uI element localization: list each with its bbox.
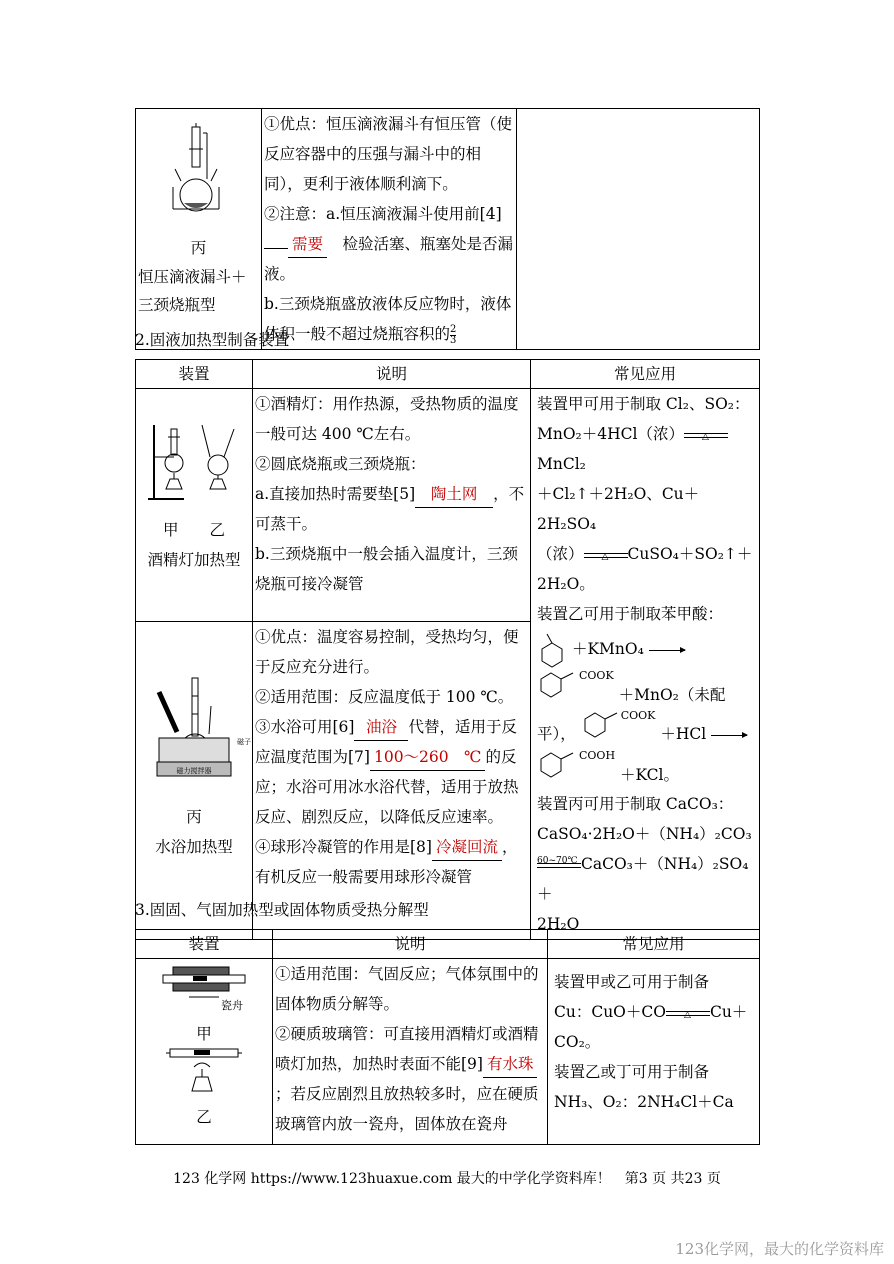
- tube-furnace-figure: [159, 963, 249, 1013]
- magnet-label: 磁子: [237, 738, 251, 747]
- apparatus-type: 酒精灯加热型: [147, 551, 241, 569]
- apparatus-cell-lamp: [136, 389, 253, 622]
- equation-line: （浓） △ CuSO₄＋SO₂↑＋: [537, 545, 753, 563]
- benzene-ring-icon: [537, 633, 567, 667]
- lamp-text: ①酒精灯：用作热源，受热物质的温度一般可达 400 ℃左右。: [255, 395, 519, 443]
- equation-line: Cu：CuO＋CO △ Cu＋: [554, 1003, 748, 1021]
- range-text: ①适用范围：气固反应；气体氛围中的固体物质分解等。: [275, 965, 539, 1013]
- flask-note-b: b.三颈烧瓶中一般会插入温度计，三颈烧瓶可接冷凝管: [255, 545, 518, 593]
- header-apparatus: 装置: [136, 360, 253, 389]
- equation-line: 2H₂O。: [537, 575, 595, 593]
- header-description: 说明: [273, 930, 548, 959]
- answer-blank-5: 陶土网: [415, 481, 493, 508]
- answer-blank-6: 油浴: [354, 714, 408, 741]
- header-application: 常见应用: [531, 360, 760, 389]
- table-2: [135, 359, 760, 940]
- header-description: 说明: [253, 360, 531, 389]
- advantage-text: ①优点：恒压滴液漏斗有恒压管（使反应容器中的压强与漏斗中的相同），更利于液体顺利滴下。: [264, 115, 513, 193]
- description-cell-lamp: [253, 389, 531, 622]
- table-1: [135, 108, 760, 350]
- application-cell: [548, 959, 760, 1145]
- glass-tube-lamp-figure: [164, 1045, 244, 1095]
- answer-blank-4: 需要: [288, 231, 327, 258]
- alcohol-lamp-heating-figure: [144, 415, 244, 505]
- application-cell: [531, 389, 760, 940]
- flask-text: ②圆底烧瓶或三颈烧瓶：: [255, 455, 426, 473]
- page-footer: 123 化学网 https://www.123huaxue.com 最大的中学化学资料库！ 第3 页 共23 页: [173, 1171, 721, 1187]
- answer-blank-7: 100～260 ℃: [370, 744, 486, 771]
- toluene-line: ＋KMnO₄: [537, 629, 757, 669]
- oil-bath-text: ③水浴可用[6] 油浴 代替，适用于反应温度范围为[7] 100～260 ℃ 的反应；水浴可用冰水浴代替，适用于放热反应、剧烈反应，以降低反应速率。: [255, 712, 528, 832]
- equation-line: CO₂。: [554, 1033, 601, 1051]
- apparatus-type: 恒压滴液漏斗＋三颈烧瓶型: [138, 268, 247, 314]
- app-line: 装置甲或乙可用于制备: [554, 973, 710, 991]
- glass-tube-text: ②硬质玻璃管：可直接用酒精灯或酒精喷灯加热，加热时表面不能[9] 有水珠；若反应剧烈且放热较多时，应在硬质玻璃管内放一瓷舟，固体放在瓷舟: [275, 1025, 539, 1133]
- application-cell: [517, 109, 760, 350]
- answer-blank-9: 有水珠: [483, 1051, 538, 1078]
- benzoic-acid-line: $^{COOH}$ ＋KCl。: [537, 749, 757, 789]
- pressure-funnel-flask-figure: [159, 123, 239, 223]
- table-3: [135, 929, 760, 1145]
- header-apparatus: 装置: [136, 930, 273, 959]
- section-3-title: 3.固固、气固加热型或固体物质受热分解型: [135, 901, 429, 919]
- equation-line: 2H₂O: [537, 915, 580, 933]
- header-application: 常见应用: [548, 930, 760, 959]
- section-2-title: 2.固液加热型制备装置: [135, 331, 290, 349]
- benzoate-hcl-line: 平）， $^{COOK}$ ＋HCl: [537, 709, 757, 749]
- water-bath-heating-figure: [139, 672, 249, 792]
- app-line: 装置甲可用于制取 Cl₂、SO₂：: [537, 395, 750, 413]
- note-b-text: b.三颈烧瓶盛放液体反应物时，液体体积一般不超过烧瓶容积的 $\frac{2}{3}$: [264, 295, 512, 346]
- equation-line: NH₃、O₂：2NH₄Cl＋Ca: [554, 1093, 734, 1111]
- stirrer-label: 磁力搅拌器: [176, 767, 212, 776]
- figure-label: 乙: [196, 1108, 212, 1126]
- answer-blank-8: 冷凝回流: [432, 834, 502, 861]
- advantage-text: ①优点：温度容易控制，受热均匀，便于反应充分进行。: [255, 628, 519, 677]
- app-line: 装置丙可用于制取 CaCO₃：: [537, 795, 734, 813]
- description-cell: [273, 959, 548, 1145]
- figure-label: 甲: [196, 1025, 212, 1043]
- figure-label: 丙: [186, 808, 202, 827]
- app-line: 装置乙或丁可用于制备: [554, 1063, 710, 1081]
- fraction: $\frac{2}{3}$: [450, 323, 457, 346]
- boat-label: 瓷舟: [221, 999, 243, 1012]
- app-line: 装置乙可用于制取苯甲酸：: [537, 605, 724, 623]
- apparatus-cell: [136, 959, 273, 1145]
- apparatus-cell: [136, 109, 262, 350]
- equation-line: CaSO₄·2H₂O＋（NH₄）₂CO₃: [537, 825, 752, 843]
- figure-label: 丙: [190, 239, 207, 257]
- description-cell-waterbath: [253, 622, 531, 940]
- description-cell: [262, 109, 517, 350]
- condenser-text: ④球形冷凝管的作用是[8] 冷凝回流 ，有机反应一般需要用球形冷凝管: [255, 832, 528, 892]
- benzoate-line: $^{COOK}$ ＋MnO₂（未配: [537, 669, 757, 709]
- apparatus-cell-waterbath: [136, 622, 253, 940]
- range-text: ②适用范围：反应温度低于 100 ℃。: [255, 688, 514, 707]
- equation-line: ＋Cl₂↑＋2H₂O、Cu＋2H₂SO₄: [537, 485, 700, 533]
- site-watermark: 123化学网，最大的化学资料库: [675, 1240, 884, 1258]
- equation-line: 60~70℃ CaCO₃＋（NH₄）₂SO₄＋: [537, 855, 749, 903]
- note-text: ②注意：a.恒压滴液漏斗使用前[4]需要 检验活塞、瓶塞处是否漏液。: [264, 205, 514, 283]
- figure-labels: 甲 乙: [162, 521, 225, 539]
- equation-line: MnO₂＋4HCl（浓） △ MnCl₂: [537, 419, 757, 479]
- apparatus-type: 水浴加热型: [155, 838, 233, 857]
- flask-note-a: a.直接加热时需要垫[5] 陶土网 ，不可蒸干。: [255, 479, 528, 539]
